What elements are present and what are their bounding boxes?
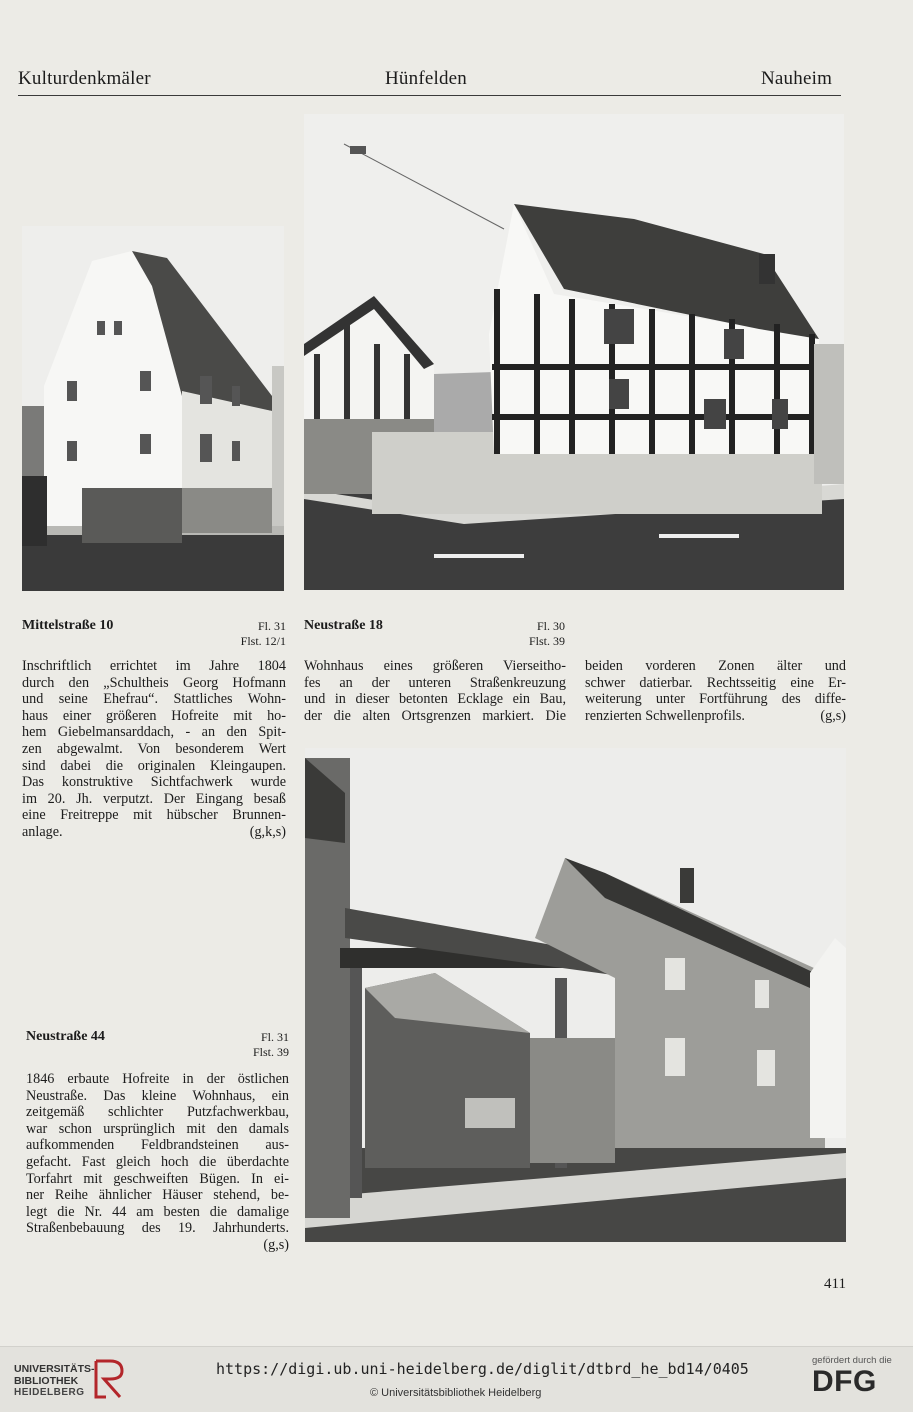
text-line: der die alten Ortsgrenzen markiert. Die xyxy=(304,707,566,724)
flur-number: Fl. 31 xyxy=(260,1030,289,1044)
text-line: renzierten Schwellenprofils. xyxy=(585,707,745,724)
entry-tag: (g,s) xyxy=(263,1236,289,1253)
text-line: beiden vorderen Zonen älter und xyxy=(585,658,846,674)
library-name-line2: BIBLIOTHEK xyxy=(14,1375,79,1387)
photo-mittelstrasse-10 xyxy=(22,226,284,591)
entry-text-neustrasse-18 xyxy=(304,658,566,724)
photo-neustrasse-18 xyxy=(304,114,844,590)
text-line: sind dabei die originalen Kleingaupen. xyxy=(22,757,286,774)
entry-tag: (g,k,s) xyxy=(249,823,286,840)
text-line: durch den „Schultheis Georg Hofmann xyxy=(22,674,286,691)
entry-text-neustrasse-44 xyxy=(26,1071,289,1254)
text-line: war schon ursprünglich mit den damals xyxy=(26,1120,289,1137)
text-line: legt die Nr. 44 am besten die damalige xyxy=(26,1203,289,1220)
text-line: 1846 erbaute Hofreite in der östlichen xyxy=(26,1071,289,1087)
entry-tag: (g,s) xyxy=(820,707,846,724)
text-line-last xyxy=(22,824,286,841)
halftimbered-house-illustration xyxy=(304,114,844,590)
text-line: und in dieser betonten Ecklage ein Bau, xyxy=(304,691,566,708)
funded-by-label: gefördert durch die xyxy=(812,1355,892,1366)
library-logo-icon xyxy=(92,1357,126,1401)
flur-number: Fl. 31 xyxy=(257,619,286,633)
text-line: im 20. Jh. verputzt. Der Eingang besaß xyxy=(22,790,286,807)
entry-ref-neustrasse-18 xyxy=(470,619,565,649)
running-head-right: Nauheim xyxy=(761,68,833,89)
text-line: fes an der unteren Straßenkreuzung xyxy=(304,674,566,691)
library-name-line3: HEIDELBERG xyxy=(14,1387,85,1398)
text-line: hem Giebelmansarddach, - an den Spit- xyxy=(22,724,286,741)
text-line: Inschriftlich errichtet im Jahre 1804 xyxy=(22,658,286,674)
text-line: anlage. xyxy=(22,823,63,840)
text-line: Neustraße. Das kleine Wohnhaus, ein xyxy=(26,1087,289,1104)
text-line: schwer datierbar. Rechtsseitig eine Er- xyxy=(585,674,846,691)
farmyard-house-illustration xyxy=(305,748,846,1242)
text-line: zeitgemäß schlichter Putzfachwerkbau, xyxy=(26,1104,289,1121)
text-line: und seine Ehefrau“. Stattliches Wohn- xyxy=(22,691,286,708)
digitization-footer xyxy=(0,1346,913,1412)
entry-text-mittelstrasse-10 xyxy=(22,658,286,841)
text-line: Torfahrt mit geschweiften Bügen. In ei- xyxy=(26,1170,289,1187)
entry-title-neustrasse-18: Neustraße 18 xyxy=(304,618,383,633)
flurstueck-number: Flst. 39 xyxy=(528,634,565,648)
entry-ref-mittelstrasse-10 xyxy=(190,619,286,649)
library-name-line1: UNIVERSITÄTS- xyxy=(14,1363,95,1375)
flur-number: Fl. 30 xyxy=(536,619,565,633)
text-line: ner Reihe ähnlicher Häuser stehend, be- xyxy=(26,1187,289,1204)
entry-title-mittelstrasse-10: Mittelstraße 10 xyxy=(22,618,114,633)
dfg-logo: DFG xyxy=(812,1365,877,1398)
photo-neustrasse-44 xyxy=(305,748,846,1242)
text-line: gefacht. Fast gleich hoch die überdachte xyxy=(26,1153,289,1170)
entry-ref-neustrasse-44 xyxy=(193,1030,289,1060)
page-number: 411 xyxy=(824,1276,846,1292)
running-head-center: Hünfelden xyxy=(385,68,467,89)
text-line: Straßenbebauung des 19. Jahrhunderts. xyxy=(26,1220,289,1237)
permalink-url[interactable]: https://digi.ub.uni-heidelberg.de/diglit/dtbrd_he_bd14/0405 xyxy=(216,1360,749,1378)
library-name xyxy=(14,1363,95,1399)
entry-text-neustrasse-18-continued xyxy=(585,658,846,724)
text-line: zen abgewalmt. Von besonderem Wert xyxy=(22,740,286,757)
text-line: Wohnhaus eines größeren Vierseitho- xyxy=(304,658,566,674)
flurstueck-number: Flst. 39 xyxy=(252,1045,289,1059)
text-line-last xyxy=(585,708,846,725)
house-photo-illustration xyxy=(22,226,284,591)
running-head-left: Kulturdenkmäler xyxy=(18,68,151,89)
entry-title-neustrasse-44: Neustraße 44 xyxy=(26,1029,105,1044)
text-line: weiterung unter Fortführung des diffe- xyxy=(585,691,846,708)
text-line: haus einer größeren Hofreite mit ho- xyxy=(22,707,286,724)
text-line: Das konstruktive Sichtfachwerk wurde xyxy=(22,774,286,791)
text-line: eine Freitreppe mit hübscher Brunnen- xyxy=(22,807,286,824)
header-rule xyxy=(18,95,841,96)
flurstueck-number: Flst. 12/1 xyxy=(240,634,286,648)
text-line: aufkommenden Feldbrandsteinen aus- xyxy=(26,1137,289,1154)
copyright-notice: © Universitätsbibliothek Heidelberg xyxy=(370,1387,542,1399)
